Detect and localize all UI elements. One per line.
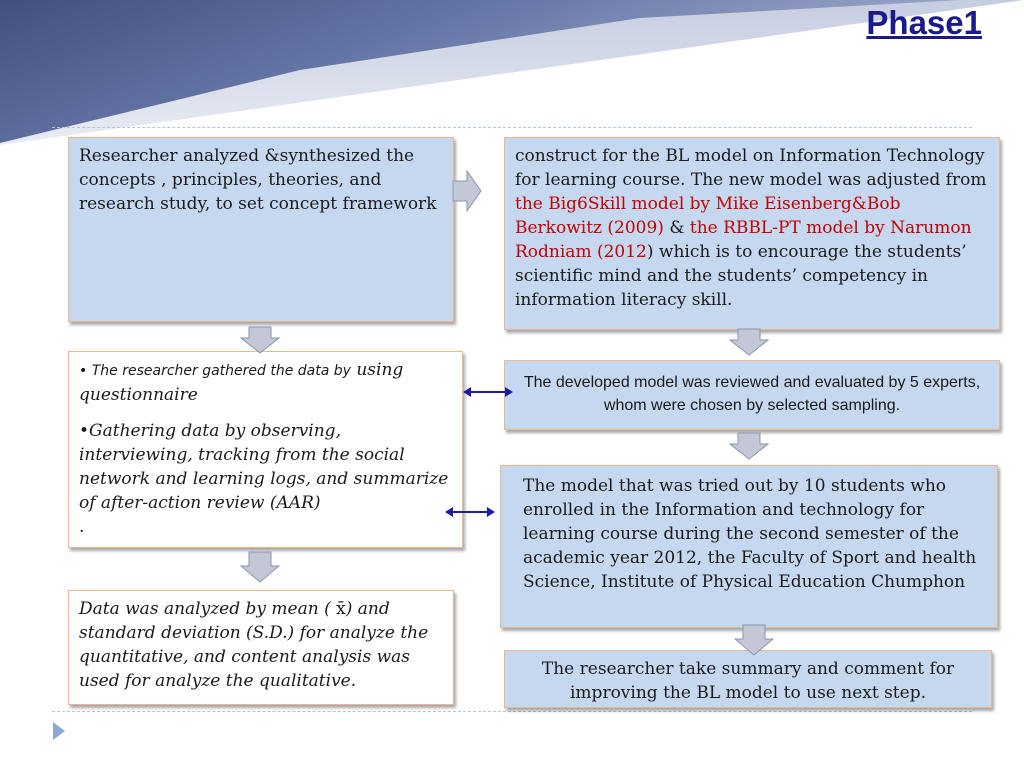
page-title: Phase1	[866, 4, 982, 41]
bullet-observation-text: Gathering data by observing, interviewing, tracking from the social network and learning logs, and summarize of after-action review (AAR)	[79, 421, 449, 513]
expert-review-box	[504, 360, 1000, 430]
data-gathering-box	[68, 351, 463, 548]
bullet-observation-end: .	[79, 517, 85, 537]
right-arrow	[452, 170, 482, 212]
summary-box	[504, 650, 992, 708]
bullet-observation: •Gathering data by observing, interviewing, tracking from the social network and learning logs, and summarize of after-action review (AAR) .	[79, 421, 449, 537]
bullet-questionnaire: • The researcher gathered the data by using questionnaire	[79, 360, 404, 405]
down-arrow-1	[240, 326, 280, 354]
construct-amp: &	[663, 218, 690, 238]
down-arrow-2	[240, 551, 280, 583]
double-arrow-review	[462, 384, 514, 400]
bullet-questionnaire-rest: using questionnaire	[79, 360, 404, 405]
analysis-text-after: ) and standard deviation (S.D.) for analyze the quantitative, and content analysis was used for analyze the qualitative.	[79, 599, 429, 691]
mean-symbol: x̄	[336, 599, 346, 619]
bottom-divider	[52, 711, 972, 712]
down-arrow-4	[729, 432, 769, 460]
construct-text-2: ) which is to encourage the students’ scientific mind and the students’ competency in information literacy skill.	[515, 242, 967, 310]
data-analysis-box	[68, 590, 454, 705]
down-arrow-5	[734, 624, 774, 656]
rbbl-reference: the RBBL-PT model by Narumon Rodniam (2012	[515, 218, 972, 262]
concept-framework-text: Researcher analyzed &synthesized the concepts , principles, theories, and research study, to set concept framework	[79, 146, 437, 214]
double-arrow-tryout	[444, 504, 496, 520]
concept-framework-box	[68, 137, 454, 322]
tryout-text: The model that was tried out by 10 students who enrolled in the Information and technology for learning course during the second semester of the academic year 2012, the Faculty of Sport and health Science, Institute of Physical Education Chumphon	[523, 476, 977, 592]
down-arrow-3	[729, 328, 769, 356]
next-slide-icon[interactable]	[52, 721, 66, 741]
summary-text: The researcher take summary and comment for improving the BL model to use next step.	[541, 659, 955, 703]
top-divider	[52, 127, 972, 128]
construct-text-1: construct for the BL model on Information Technology for learning course. The new model was adjusted from	[515, 146, 987, 190]
bullet-questionnaire-lead: The researcher gathered the data by	[91, 363, 351, 379]
analysis-text-before: Data was analyzed by mean (	[79, 599, 337, 619]
big6-reference: the Big6Skill model by Mike Eisenberg&Bob Berkowitz (2009)	[515, 194, 901, 238]
model-construct-box	[504, 137, 1000, 330]
tryout-box	[500, 465, 998, 628]
expert-review-text: The developed model was reviewed and evaluated by 5 experts, whom were chosen by selected sampling.	[523, 374, 981, 414]
